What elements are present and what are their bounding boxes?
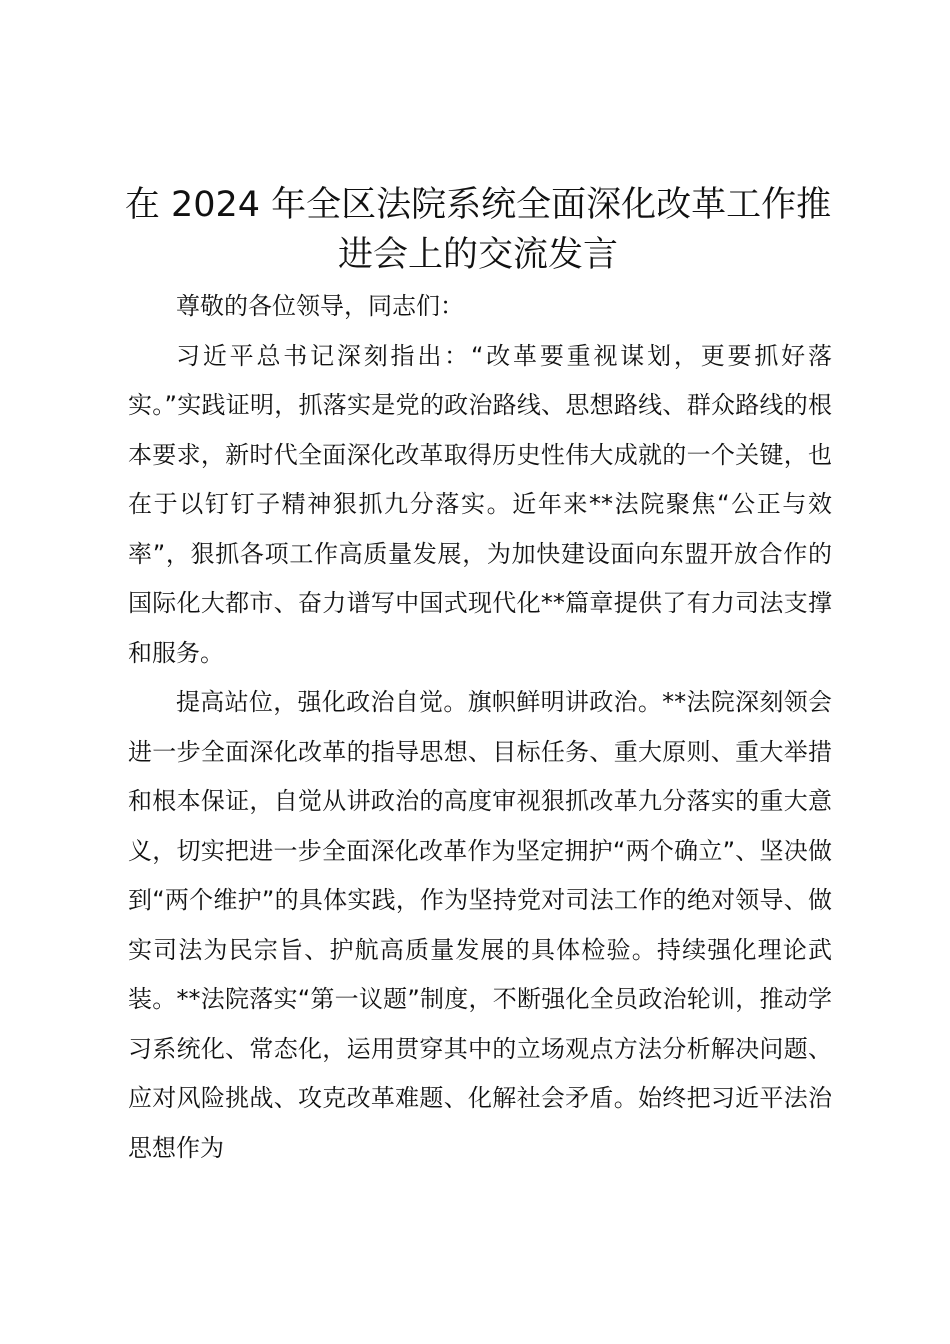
paragraph: 习近平总书记深刻指出：“改革要重视谋划，更要抓好落实。”实践证明，抓落实是党的政治路线、思想路线、群众路线的根本要求，新时代全面深化改革取得历史性伟大成就的一个关键，也在于以钉钉子精神狠抓九分落实。近年来**法院聚焦“公正与效率”，狠抓各项工作高质量发展，为加快建设面向东盟开放合作的国际化大都市、奋力谱写中国式现代化**篇章提供了有力司法支撑和服务。: [128, 341, 832, 667]
document-title: 在 2024 年全区法院系统全面深化改革工作推进会上的交流发言: [124, 185, 832, 275]
document-body: [128, 282, 832, 1173]
paragraph: 提高站位，强化政治自觉。旗帜鲜明讲政治。**法院深刻领会进一步全面深化改革的指导思想、目标任务、重大原则、重大举措和根本保证，自觉从讲政治的高度审视狠抓改革九分落实的重大意义，切实把进一步全面深化改革作为坚定拥护“两个确立”、坚决做到“两个维护”的具体实践，作为坚持党对司法工作的绝对领导、做实司法为民宗旨、护航高质量发展的具体检验。持续强化理论武装。**法院落实“第一议题”制度，不断强化全员政治轮训，推动学习系统化、常态化，运用贯穿其中的立场观点方法分析解决问题、应对风险挑战、攻克改革难题、化解社会矛盾。始终把习近平法治思想作为: [128, 688, 832, 1162]
salutation: 尊敬的各位领导，同志们：: [176, 292, 464, 320]
